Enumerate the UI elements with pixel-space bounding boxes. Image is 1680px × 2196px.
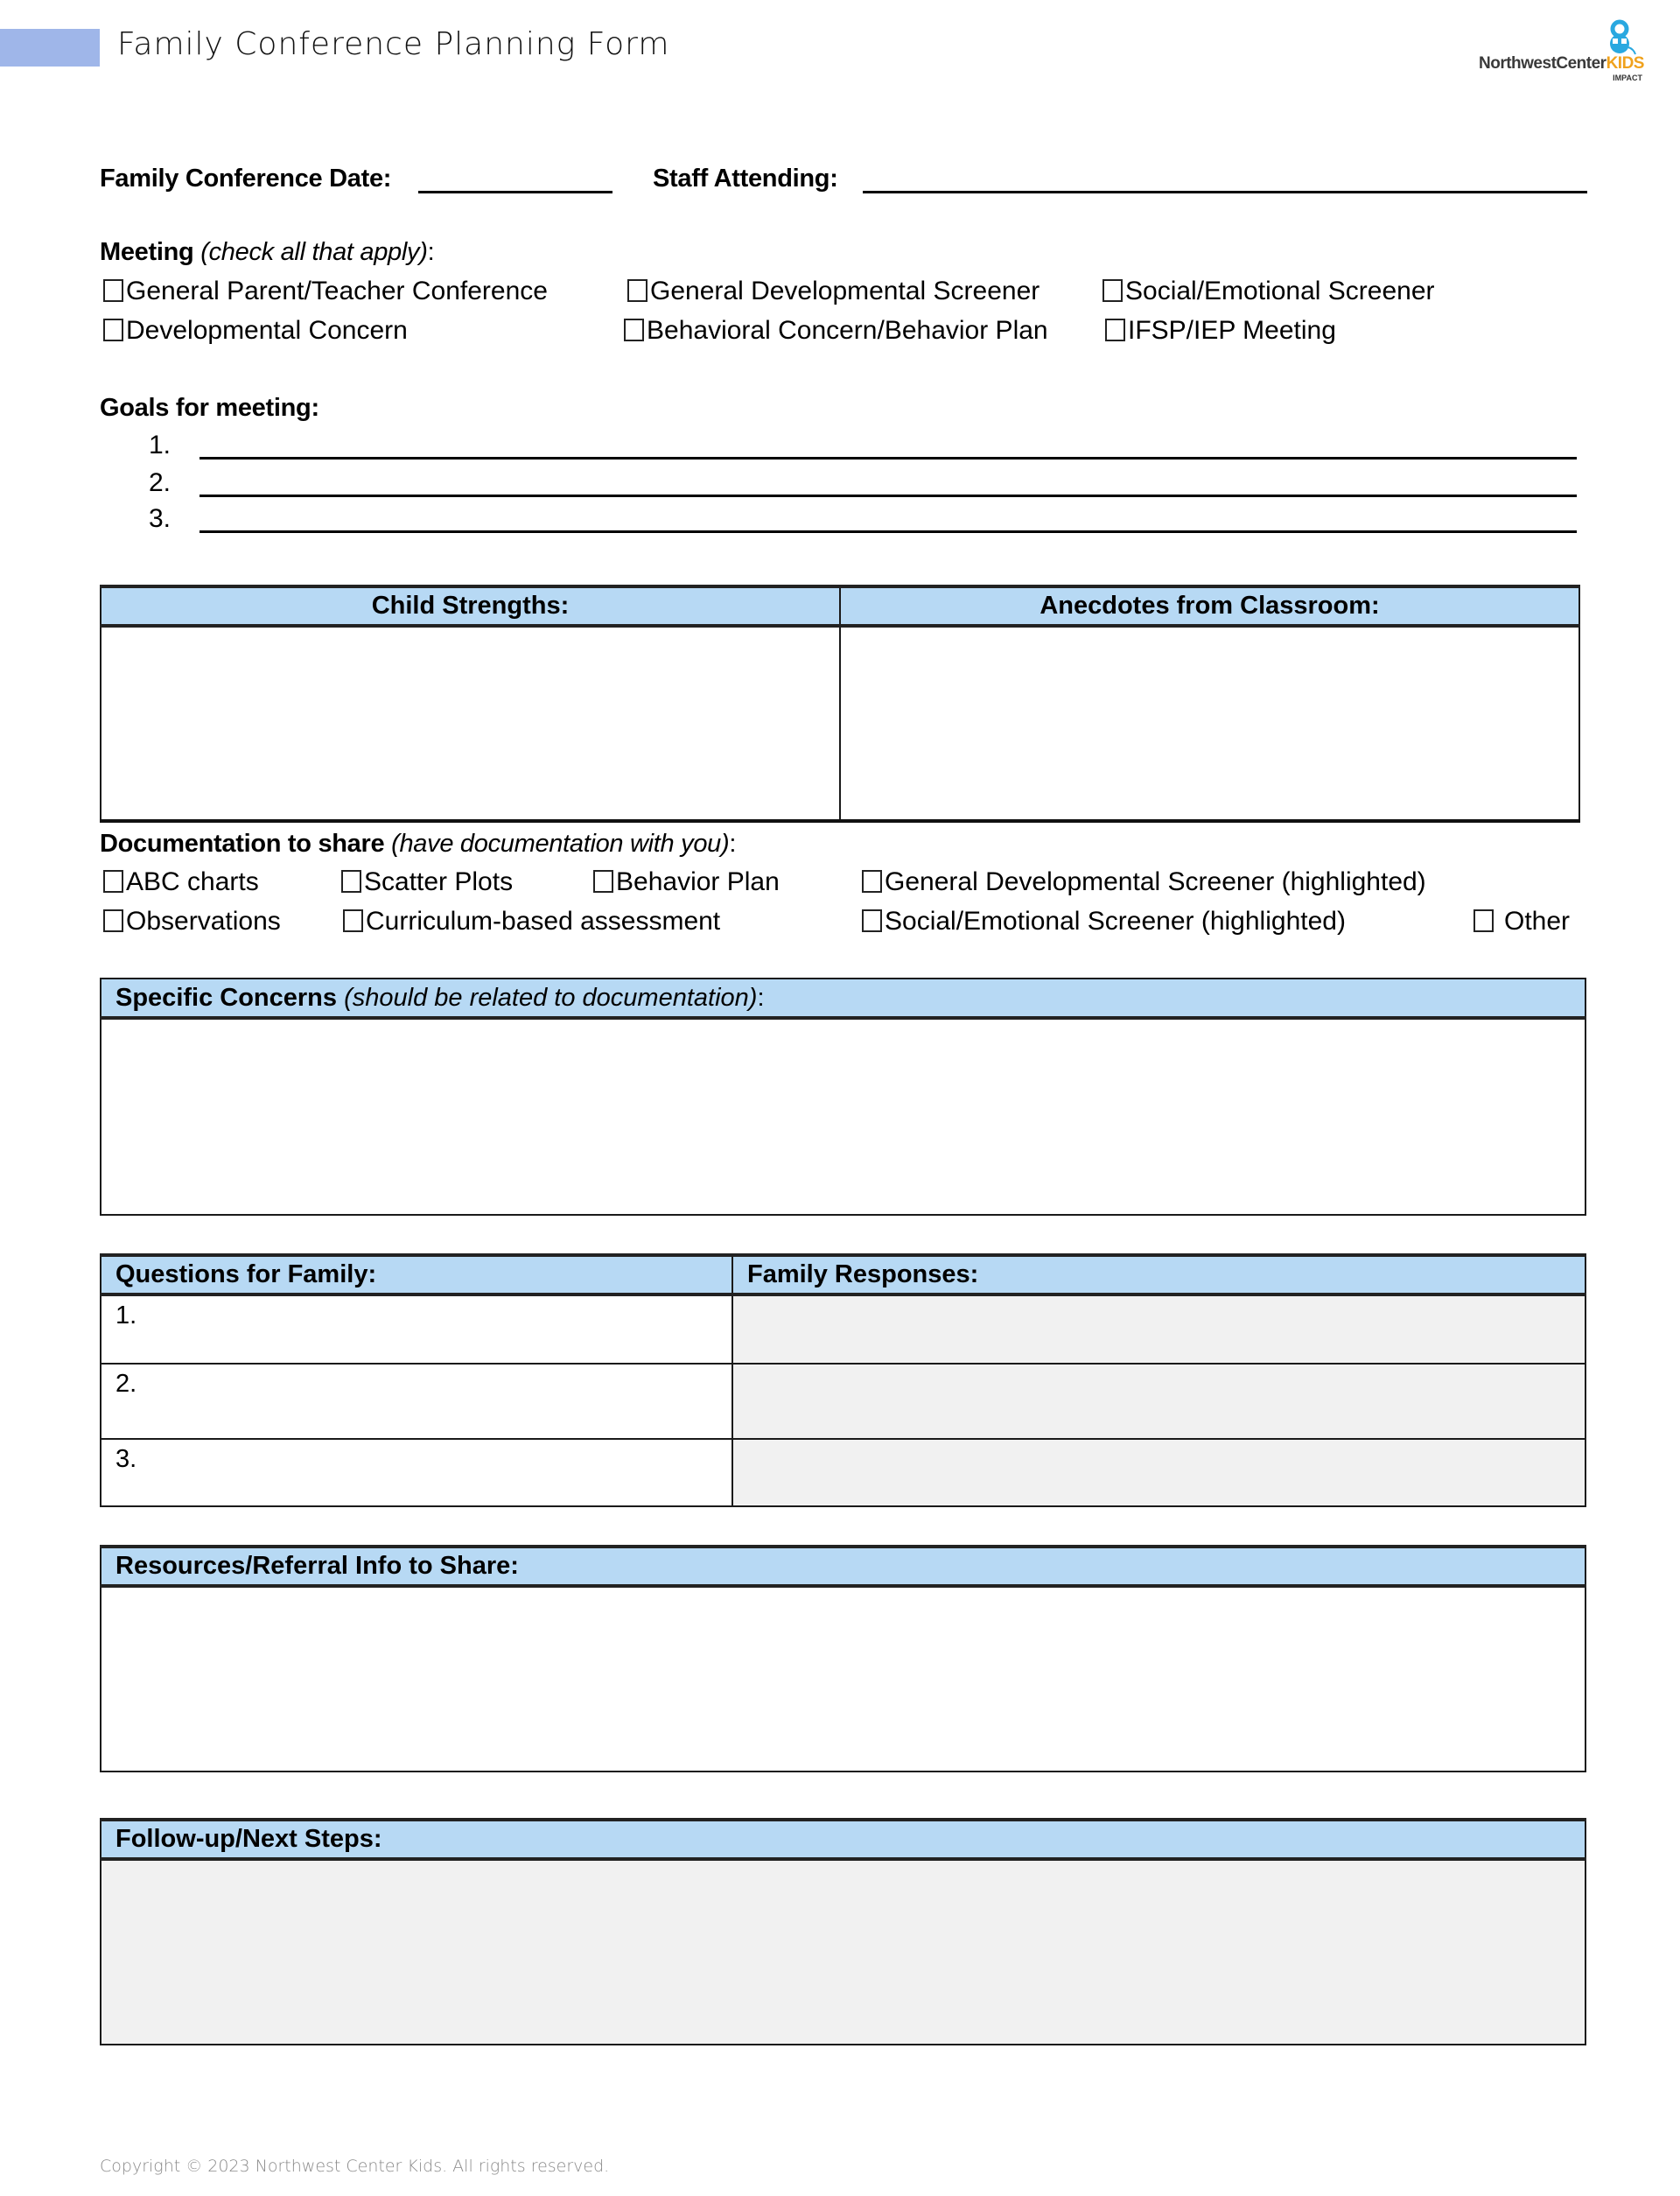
checkbox[interactable]: [627, 279, 648, 302]
goal-3-field[interactable]: [200, 530, 1577, 533]
specific-concerns-box: [100, 978, 1586, 1216]
checkbox[interactable]: [103, 319, 123, 341]
follow-up-header: Follow-up/Next Steps:: [101, 1820, 1586, 1859]
staff-attending-label: Staff Attending:: [653, 165, 838, 193]
child-strengths-header: Child Strengths:: [101, 586, 840, 626]
response-1-field[interactable]: [732, 1294, 1586, 1364]
checkbox[interactable]: [103, 909, 123, 932]
logo-impact: IMPACT: [1613, 74, 1642, 82]
response-3-field[interactable]: [732, 1439, 1586, 1506]
checkbox[interactable]: [1102, 279, 1123, 302]
checkbox[interactable]: [103, 870, 123, 893]
checkbox[interactable]: [862, 870, 882, 893]
table-row: [101, 1294, 1586, 1364]
conference-date-field[interactable]: [418, 191, 612, 193]
doc-option-observations[interactable]: Observations: [103, 907, 281, 937]
meeting-option-se-screener[interactable]: Social/Emotional Screener: [1102, 277, 1435, 306]
logo: [1479, 19, 1649, 82]
doc-option-scatter-plots[interactable]: Scatter Plots: [341, 867, 513, 897]
logo-wordmark: NorthwestCenterKIDS: [1479, 54, 1644, 73]
response-2-field[interactable]: [732, 1364, 1586, 1439]
questions-table: [100, 1253, 1586, 1507]
strengths-anecdotes-table: [100, 585, 1580, 823]
child-strengths-field[interactable]: [101, 626, 840, 821]
goal-number: 3.: [149, 504, 172, 533]
table-row: [101, 1439, 1586, 1506]
follow-up-box: [100, 1818, 1586, 2045]
staff-attending-field[interactable]: [863, 191, 1587, 193]
follow-up-field[interactable]: [101, 1859, 1586, 2045]
specific-concerns-field[interactable]: [101, 1018, 1586, 1215]
doc-option-behavior-plan[interactable]: Behavior Plan: [593, 867, 780, 897]
doc-option-other[interactable]: Other: [1474, 907, 1570, 937]
goal-number: 2.: [149, 468, 172, 497]
goals-label: Goals for meeting:: [100, 394, 319, 422]
checkbox[interactable]: [593, 870, 613, 893]
page-title: Family Conference Planning Form: [117, 26, 670, 62]
resources-field[interactable]: [101, 1586, 1586, 1772]
copyright-footer: Copyright © 2023 Northwest Center Kids. All rights reserved.: [100, 2157, 610, 2176]
meeting-option-behavioral[interactable]: Behavioral Concern/Behavior Plan: [624, 316, 1048, 346]
question-3-field[interactable]: 3.: [101, 1439, 732, 1506]
goal-2-field[interactable]: [200, 495, 1577, 497]
resources-box: [100, 1545, 1586, 1772]
header-accent-bar: [0, 29, 100, 67]
responses-header: Family Responses:: [732, 1255, 1586, 1294]
resources-header: Resources/Referral Info to Share:: [101, 1547, 1586, 1586]
question-1-field[interactable]: 1.: [101, 1294, 732, 1364]
meeting-option-dev-concern[interactable]: Developmental Concern: [103, 316, 408, 346]
anecdotes-header: Anecdotes from Classroom:: [840, 586, 1579, 626]
northwest-center-logo-icon: [1602, 19, 1637, 56]
checkbox[interactable]: [624, 319, 644, 341]
meeting-label: Meeting (check all that apply):: [100, 238, 435, 266]
checkbox[interactable]: [1105, 319, 1125, 341]
checkbox[interactable]: [341, 870, 361, 893]
table-row: [101, 1364, 1586, 1439]
checkbox[interactable]: [862, 909, 882, 932]
questions-header: Questions for Family:: [101, 1255, 732, 1294]
question-2-field[interactable]: 2.: [101, 1364, 732, 1439]
checkbox[interactable]: [1474, 909, 1494, 932]
checkbox[interactable]: [103, 279, 123, 302]
doc-option-curriculum[interactable]: Curriculum-based assessment: [343, 907, 720, 937]
conference-date-label: Family Conference Date:: [100, 165, 392, 193]
doc-option-abc-charts[interactable]: ABC charts: [103, 867, 259, 897]
doc-option-dev-screener[interactable]: General Developmental Screener (highlighted): [862, 867, 1426, 897]
specific-concerns-header: Specific Concerns (should be related to documentation):: [101, 979, 1586, 1018]
checkbox[interactable]: [343, 909, 363, 932]
anecdotes-field[interactable]: [840, 626, 1579, 821]
documentation-label: Documentation to share (have documentation with you):: [100, 830, 737, 858]
meeting-option-ifsp-iep[interactable]: IFSP/IEP Meeting: [1105, 316, 1336, 346]
meeting-option-dev-screener[interactable]: General Developmental Screener: [627, 277, 1040, 306]
doc-option-se-screener[interactable]: Social/Emotional Screener (highlighted): [862, 907, 1346, 937]
goal-number: 1.: [149, 431, 172, 460]
meeting-option-parent-teacher[interactable]: General Parent/Teacher Conference: [103, 277, 548, 306]
goal-1-field[interactable]: [200, 457, 1577, 460]
